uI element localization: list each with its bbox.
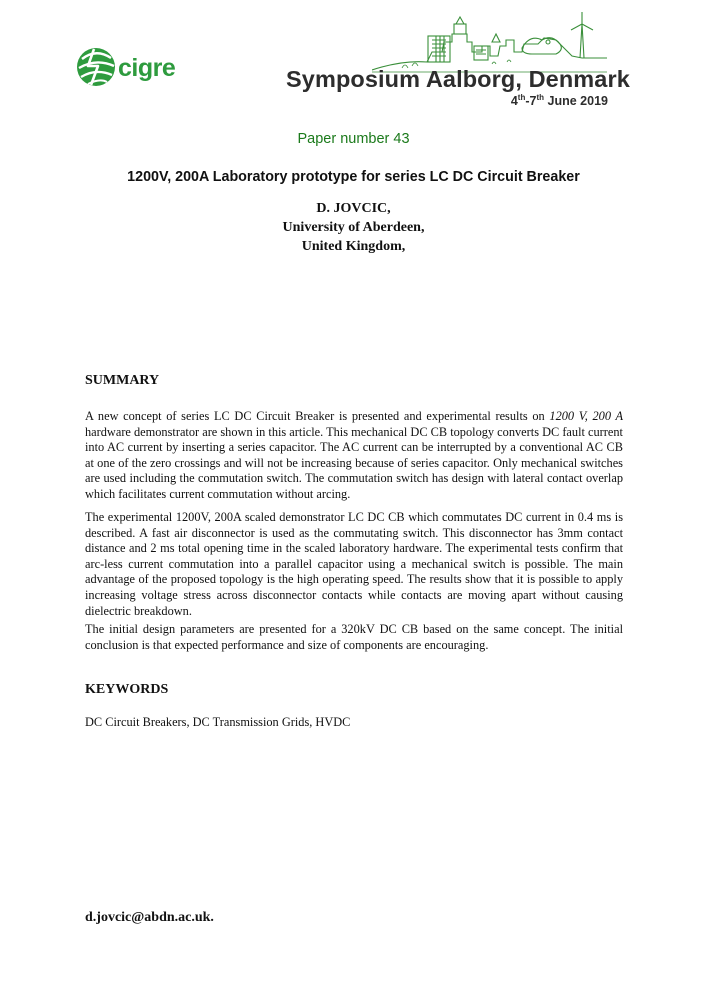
author-email: d.jovcic@abdn.ac.uk. [85,910,214,925]
cigre-globe-icon [77,48,115,86]
date-end-day: 7 [529,94,537,108]
summary-paragraph-2: The experimental 1200V, 200A scaled demonstrator LC DC CB which commutates DC current in 0.4 ms is described. A fast air disconnector is used as the commutating switch. This disconnector has 3mm contact distance and 2 ms total opening time in the scaled laboratory hardware. The experimental tests confirm that arc-less current commutation into a parallel capacitor using a mechanical switch is possible. The main advantage of the proposed topology is the high operating speed. The results show that it is possible to apply increasing voltage stress across disconnector contacts while contacts are moving apart without causing dielectric breakdown. [85,510,623,618]
summary-p1-text-a: A new concept of series LC DC Circuit Breaker is presented and experimental results on [85,409,550,423]
date-start-day: 4 [510,94,518,108]
summary-paragraph-1 [85,409,623,503]
summary-p1-italic: 1200 V, 200 A [549,409,624,423]
keywords-text: DC Circuit Breakers, DC Transmission Grids, HVDC [85,715,351,729]
cigre-logo [74,44,184,90]
author-country: United Kingdom, [301,239,406,254]
author-affiliation: University of Aberdeen, [282,220,425,235]
summary-heading: SUMMARY [85,373,160,388]
logo-text: cigre [118,54,176,82]
keywords-heading: KEYWORDS [85,682,169,697]
date-end-suffix: th [536,93,545,102]
symposium-dates [511,94,608,108]
date-month-year: June 2019 [547,94,608,108]
paper-title: 1200V, 200A Laboratory prototype for series LC DC Circuit Breaker [127,169,580,185]
date-start-suffix: th [517,93,526,102]
paper-number: Paper number 43 [297,131,410,147]
summary-p1-text-b: hardware demonstrator are shown in this article. This mechanical DC CB topology converts DC fault current into AC current by inserting a series capacitor. The AC current can be interrupted by a conventional AC CB at one of the zero crossings and will not be increasing because of series capacitor. Only mechanical switches are used including the commutation switch. The commutation switch has design with lateral contact overlap which facilitates current commutation without arcing. [85,424,623,501]
symposium-title: Symposium Aalborg, Denmark [286,66,630,92]
date-dash: - [525,94,530,108]
skyline-icon [372,12,607,74]
summary-paragraph-3: The initial design parameters are presented for a 320kV DC CB based on the same concept. The initial conclusion is that expected performance and size of components are encouraging. [85,622,623,652]
author-name: D. JOVCIC, [316,201,391,216]
